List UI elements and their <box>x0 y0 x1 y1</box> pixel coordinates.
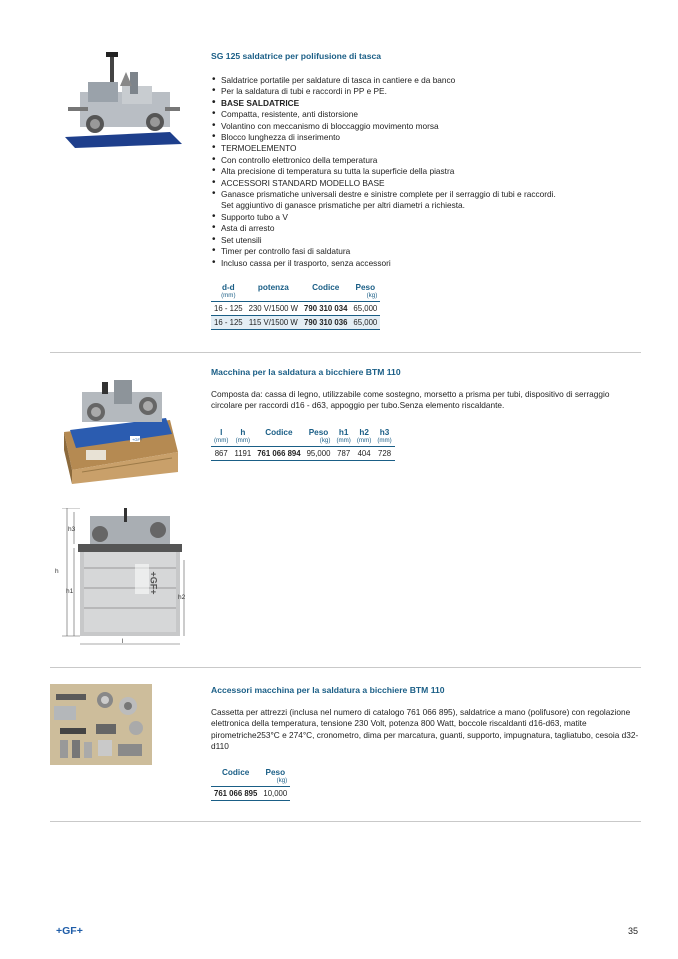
table-row <box>211 787 290 801</box>
feature-bullet: • Supporto tubo a V <box>211 212 641 223</box>
feature-bullet: • Timer per controllo fasi di saldatura <box>211 246 641 257</box>
table-cell: 404 <box>354 447 374 461</box>
table-header: h2 <box>359 428 369 437</box>
table-cell: 761 066 894 <box>254 447 303 461</box>
table-unit: (mm) <box>354 437 374 447</box>
section2-title: Macchina per la saldatura a bicchiere BTM 110 <box>211 367 401 377</box>
table-unit: (kg) <box>304 437 334 447</box>
table-cell: 115 V/1500 W <box>246 316 301 330</box>
table-cell: 65,000 <box>350 316 380 330</box>
dim-label-h: h <box>55 568 59 575</box>
section3-spec-table <box>211 768 290 801</box>
table-cell: 761 066 895 <box>211 787 260 801</box>
feature-bullet: Set aggiuntivo di ganasce prismatiche per altri diametri a richiesta. <box>221 200 465 211</box>
feature-bullet: • Per la saldatura di tubi e raccordi in PP e PE. <box>211 86 641 97</box>
table-cell: 728 <box>374 447 394 461</box>
table-cell: 1191 <box>231 447 254 461</box>
table-header: Peso <box>308 428 329 437</box>
table-unit: (mm) <box>374 437 394 447</box>
section2-description: Composta da: cassa di legno, utilizzabile come sostegno, morsetto a prisma per tubi, dispositivo di serraggio circolare per raccordi d16 - d63, appoggio per tubo.Senza elemento riscaldante. <box>211 389 610 411</box>
table-cell: 230 V/1500 W <box>246 302 301 316</box>
table-header: l <box>220 428 223 437</box>
table-unit <box>254 437 303 447</box>
section3-description: Cassetta per attrezzi (inclusa nel numero di catalogo 761 066 895), saldatrice a mano (polifusore) con regolazione elettronica della temperatura, tensione 230 Volt, potenza 800 Watt, boccole riscaldanti d16-d63, matite pirometriche253°C e 274°C, cronometro, dima per marcatura, guanti, supporto, impugnatura, tagliatubo, cesoia d32-d110 <box>211 707 639 752</box>
table-header: h1 <box>338 428 349 437</box>
table-header: h <box>240 428 246 437</box>
table-unit <box>211 777 260 787</box>
table-cell: 867 <box>211 447 231 461</box>
table-header: Peso <box>265 768 286 777</box>
divider-1 <box>50 352 641 353</box>
feature-bullet: • Blocco lunghezza di inserimento <box>211 132 641 143</box>
feature-bullet: • BASE SALDATRICE <box>211 98 641 109</box>
dim-label-h3: h3 <box>68 526 76 533</box>
dim-label-l: l <box>122 638 124 645</box>
svg-text:+GF+: +GF+ <box>132 437 143 442</box>
table-cell: 787 <box>333 447 353 461</box>
feature-bullet: • Saldatrice portatile per saldature di tasca in cantiere e da banco <box>211 75 641 86</box>
table-cell: 790 310 034 <box>301 302 350 316</box>
table-unit <box>301 292 350 302</box>
table-header: Codice <box>312 283 340 292</box>
feature-bullet: • Ganasce prismatiche universali destre e sinistre complete per il serraggio di tubi e raccordi. <box>211 189 641 200</box>
drawing-gf-logo: +GF+ <box>148 571 159 595</box>
dim-label-h1: h1 <box>66 588 74 595</box>
section1-feature-list <box>211 75 641 269</box>
btm110-dimension-drawing <box>50 508 190 650</box>
page-number: 35 <box>628 926 639 936</box>
table-cell: 16 - 125 <box>211 302 246 316</box>
table-cell: 10,000 <box>260 787 290 801</box>
dim-label-h2: h2 <box>178 594 186 601</box>
table-row <box>211 316 380 330</box>
table-header: Codice <box>265 428 293 437</box>
divider-2 <box>50 667 641 668</box>
section2-spec-table <box>211 428 395 461</box>
feature-bullet: • Con controllo elettronico della temperatura <box>211 155 641 166</box>
table-row <box>211 302 380 316</box>
table-unit: (kg) <box>350 292 380 302</box>
feature-bullet: • Compatta, resistente, anti distorsione <box>211 109 641 120</box>
section1-title: SG 125 saldatrice per polifusione di tasca <box>211 51 382 61</box>
feature-bullet: • TERMOELEMENTO <box>211 143 641 154</box>
feature-bullet: • Alta precisione di temperatura su tutta la superficie della piastra <box>211 166 641 177</box>
table-unit: (mm) <box>333 437 353 447</box>
section1-spec-table <box>211 283 380 330</box>
footer-gf-logo: +GF+ <box>56 925 83 937</box>
table-header: Codice <box>222 768 250 777</box>
section3-title: Accessori macchina per la saldatura a bicchiere BTM 110 <box>211 685 445 695</box>
table-row <box>211 447 395 461</box>
table-cell: 790 310 036 <box>301 316 350 330</box>
table-header: h3 <box>379 428 390 437</box>
accessories-kit-image <box>50 684 152 765</box>
table-unit: (mm) <box>231 437 254 447</box>
sg125-welder-image <box>60 52 185 152</box>
table-cell: 95,000 <box>304 447 334 461</box>
table-unit: (mm) <box>211 292 246 302</box>
feature-bullet: • Volantino con meccanismo di bloccaggio movimento morsa <box>211 121 641 132</box>
feature-bullet: • Set utensili <box>211 235 641 246</box>
feature-bullet: • ACCESSORI STANDARD MODELLO BASE <box>211 178 641 189</box>
table-unit: (kg) <box>260 777 290 787</box>
table-cell: 65,000 <box>350 302 380 316</box>
divider-3 <box>50 821 641 822</box>
table-unit <box>246 292 301 302</box>
table-cell: 16 - 125 <box>211 316 246 330</box>
feature-bullet: • Asta di arresto <box>211 223 641 234</box>
table-unit: (mm) <box>211 437 231 447</box>
feature-bullet: • Incluso cassa per il trasporto, senza accessori <box>211 258 641 269</box>
btm110-machine-image <box>62 372 178 484</box>
table-header: Peso <box>355 283 376 292</box>
table-header: potenza <box>257 283 289 292</box>
table-header: d-d <box>221 283 235 292</box>
